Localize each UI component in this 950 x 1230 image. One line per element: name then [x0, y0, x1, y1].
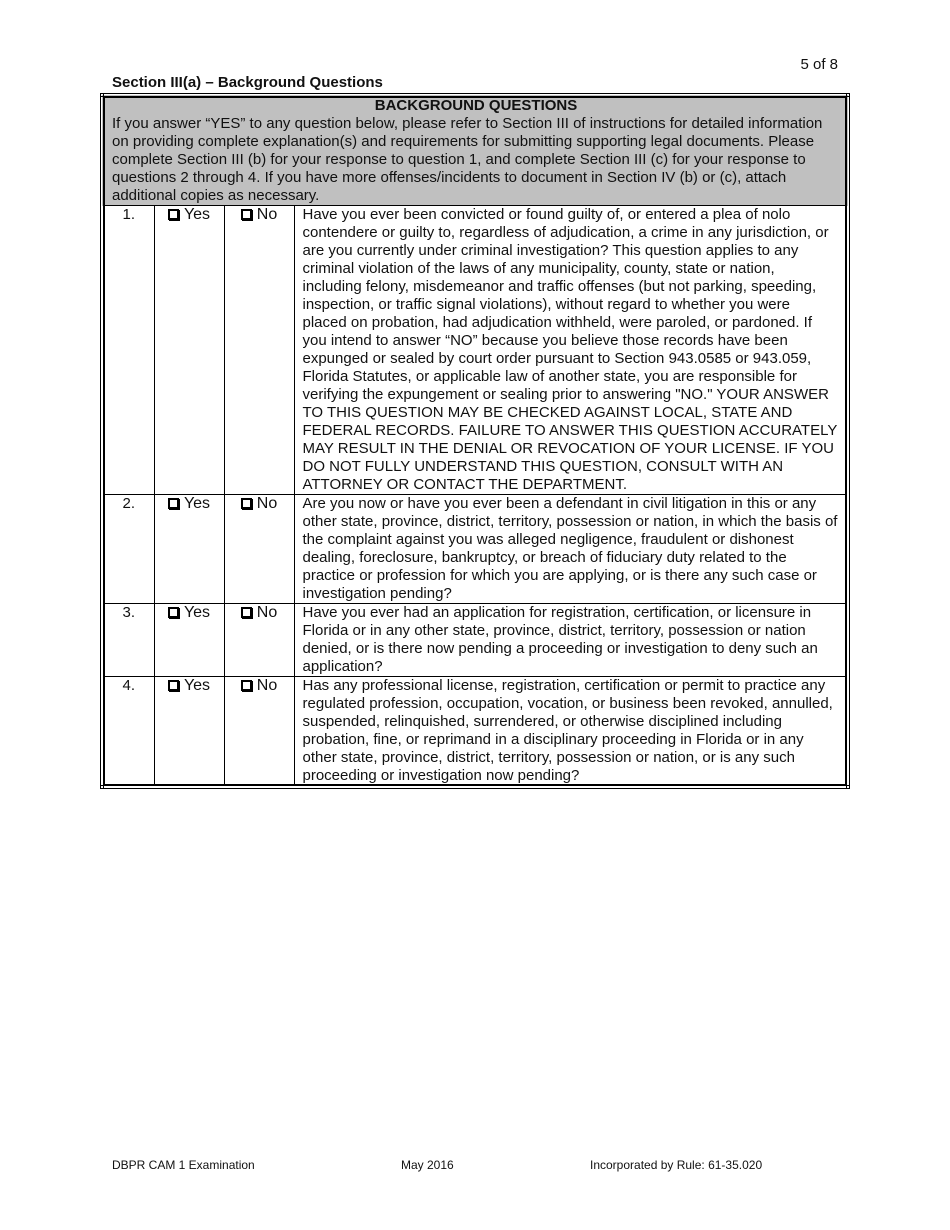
checkbox-icon[interactable] [168, 607, 179, 618]
yes-label: Yes [183, 495, 211, 512]
checkbox-icon[interactable] [241, 680, 252, 691]
table-header-instructions: If you answer “YES” to any question below, please refer to Section III of instructions for detailed information on providing complete explanation(s) and requirements for submitting supporting legal documents. Please complete Section III (b) for your response to question 1, and complete Section III (c) for your response to questions 2 through 4. If you have more offenses/incidents to document in Section IV (b) or (c), attach additional copies as necessary. [112, 115, 823, 204]
question-3-no-option[interactable] [224, 604, 294, 677]
background-questions-table [100, 93, 850, 789]
table-header-title: BACKGROUND QUESTIONS [374, 97, 578, 114]
section-title: Section III(a) – Background Questions [112, 74, 383, 91]
table-header [102, 95, 848, 206]
no-label: No [256, 495, 278, 512]
checkbox-icon[interactable] [168, 680, 179, 691]
footer-rule: Incorporated by Rule: 61-35.020 [590, 1158, 763, 1172]
question-row [102, 604, 848, 677]
question-row [102, 677, 848, 788]
question-number: 2. [102, 495, 154, 604]
checkbox-icon[interactable] [241, 209, 252, 220]
question-text: Are you now or have you ever been a defendant in civil litigation in this or any other state, province, district, territory, possession or nation, in which the basis of the complaint against you was alleged negligence, fraudulent or dishonest dealing, foreclosure, bankruptcy, or breach of fiduciary duty related to the practice or profession for which you are applying, or is there any such case or investigation pending? [294, 495, 848, 604]
question-number: 1. [102, 206, 154, 495]
yes-label: Yes [183, 604, 211, 621]
question-3-yes-option[interactable] [154, 604, 224, 677]
footer-form-name: DBPR CAM 1 Examination [112, 1158, 255, 1172]
question-1-yes-option[interactable] [154, 206, 224, 495]
checkbox-icon[interactable] [241, 607, 252, 618]
checkbox-icon[interactable] [241, 498, 252, 509]
question-text: Have you ever had an application for registration, certification, or licensure in Florida or in any other state, province, district, territory, possession or nation denied, or is there now pending a proceeding or investigation to deny such an application? [294, 604, 848, 677]
question-text: Has any professional license, registration, certification or permit to practice any regulated profession, occupation, vocation, or business been revoked, annulled, suspended, relinquished, surrendered, or otherwise disciplined including probation, fine, or reprimand in a disciplinary proceeding in Florida or in any other state, province, district, territory, possession or nation, or is any such proceeding or investigation now pending? [294, 677, 848, 788]
no-label: No [256, 604, 278, 621]
question-4-no-option[interactable] [224, 677, 294, 788]
question-row [102, 495, 848, 604]
no-label: No [256, 677, 278, 694]
no-label: No [256, 206, 278, 223]
page-number: 5 of 8 [800, 56, 838, 73]
question-number: 4. [102, 677, 154, 788]
checkbox-icon[interactable] [168, 498, 179, 509]
table-header-row [102, 95, 848, 206]
checkbox-icon[interactable] [168, 209, 179, 220]
question-row [102, 206, 848, 495]
footer-date: May 2016 [401, 1158, 454, 1172]
question-2-yes-option[interactable] [154, 495, 224, 604]
question-number: 3. [102, 604, 154, 677]
yes-label: Yes [183, 677, 211, 694]
question-4-yes-option[interactable] [154, 677, 224, 788]
question-2-no-option[interactable] [224, 495, 294, 604]
yes-label: Yes [183, 206, 211, 223]
question-1-no-option[interactable] [224, 206, 294, 495]
question-text: Have you ever been convicted or found guilty of, or entered a plea of nolo contendere or guilty to, regardless of adjudication, a crime in any jurisdiction, or are you currently under criminal investigation? This question applies to any criminal violation of the laws of any municipality, county, state or nation, including felony, misdemeanor and traffic offenses (but not parking, speeding, inspection, or traffic signal violations), without regard to whether you were placed on probation, had adjudication withheld, were paroled, or pardoned. If you intend to answer “NO” because you believe those records have been expunged or sealed by court order pursuant to Section 943.0585 or 943.059, Florida Statutes, or applicable law of another state, you are responsible for verifying the expungement or sealing prior to answering "NO." YOUR ANSWER TO THIS QUESTION MAY BE CHECKED AGAINST LOCAL, STATE AND FEDERAL RECORDS. FAILURE TO ANSWER THIS QUESTION ACCURATELY MAY RESULT IN THE DENIAL OR REVOCATION OF YOUR LICENSE. IF YOU DO NOT FULLY UNDERSTAND THIS QUESTION, CONSULT WITH AN ATTORNEY OR CONTACT THE DEPARTMENT. [294, 206, 848, 495]
